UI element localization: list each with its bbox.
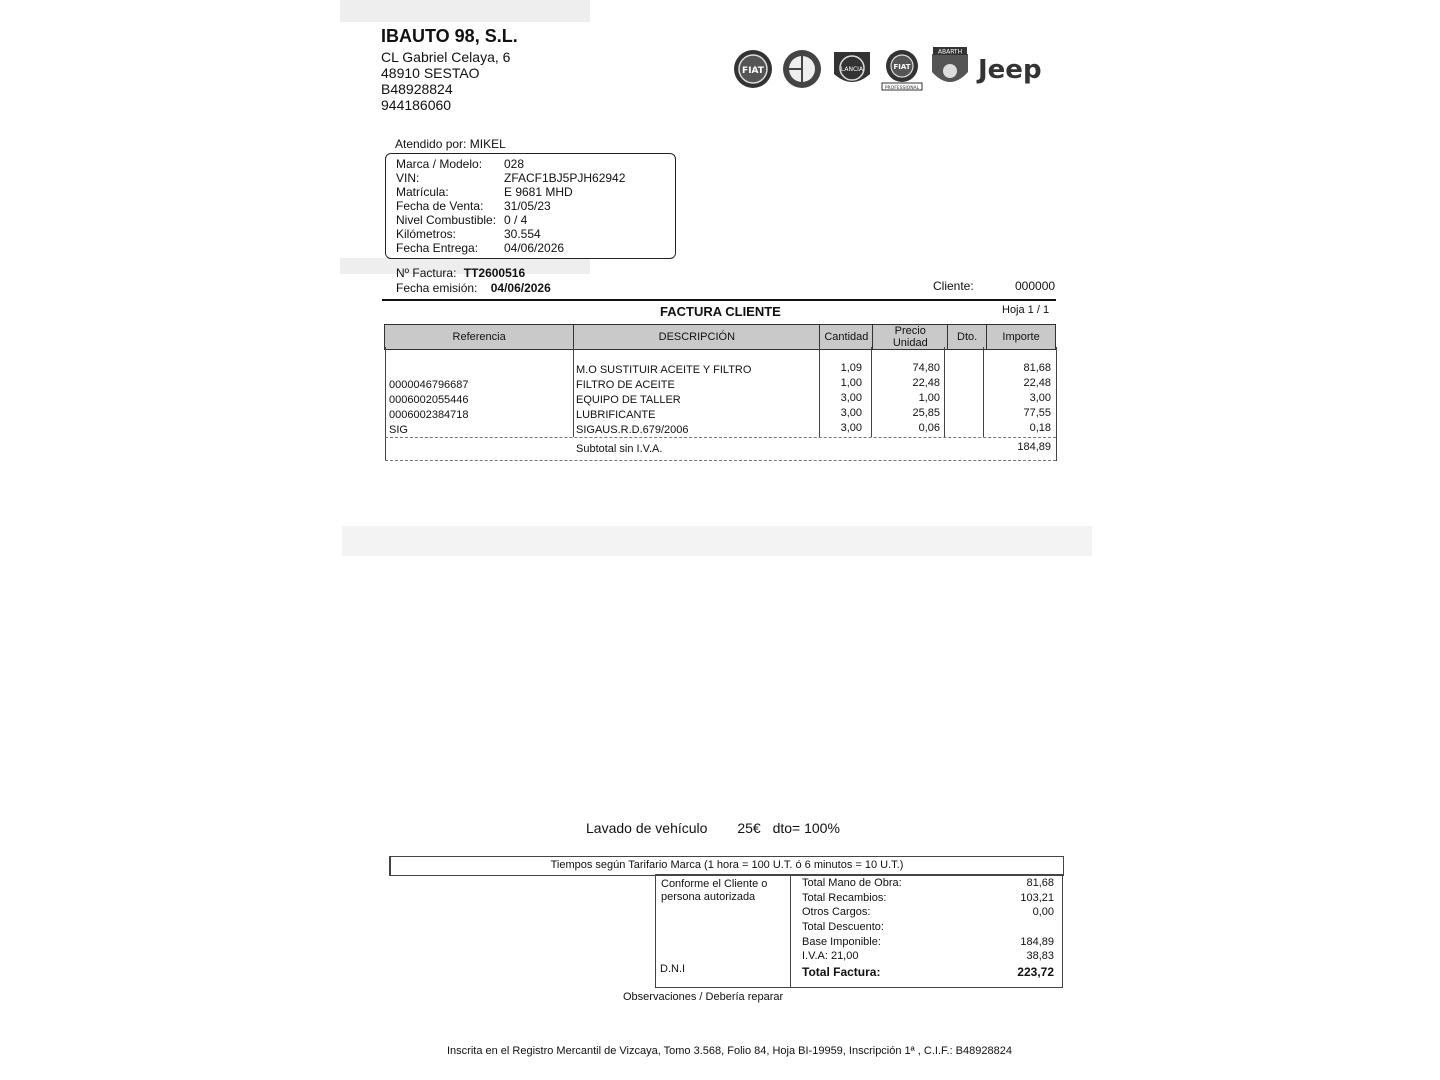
row-quantity: 1,00 (840, 377, 862, 389)
divider (382, 299, 1056, 301)
total-row: I.V.A: 21,00 38,83 (802, 950, 1054, 962)
invoice-title: FACTURA CLIENTE (660, 304, 781, 319)
company-address-line1: CL Gabriel Celaya, 6 (381, 49, 511, 65)
svg-text:LANCIA: LANCIA (840, 66, 864, 73)
col-header-reference: Referencia (385, 325, 574, 350)
invoice-number (396, 266, 525, 280)
row-amount: 0,18 (1029, 422, 1051, 434)
col-header-description: DESCRIPCIÓN (574, 325, 820, 350)
total-invoice-row: Total Factura: 223,72 (802, 965, 1054, 979)
invoice-date-label: Fecha emisión: (396, 281, 478, 295)
table-column-line (944, 347, 945, 437)
invoice-date (396, 281, 551, 295)
tiempos-note: Tiempos según Tarifario Marca (1 hora = 100 U.T. ó 6 minutos = 10 U.T.) (389, 856, 1064, 876)
table-column-line (573, 347, 574, 437)
attended-label: Atendido por: (395, 137, 467, 151)
row-price: 25,85 (912, 407, 940, 419)
vehicle-row: Matrícula: E 9681 MHD (396, 185, 573, 199)
col-header-discount: Dto. (948, 325, 987, 350)
invoice-date-value: 04/06/2026 (490, 281, 551, 295)
page-indicator: Hoja 1 / 1 (1002, 304, 1050, 316)
observations: Observaciones / Debería reparar (623, 991, 784, 1003)
svg-text:FIAT: FIAT (742, 66, 764, 76)
dni-label: D.N.I (660, 963, 686, 975)
svg-text:ABARTH: ABARTH (937, 48, 963, 56)
row-description: FILTRO DE ACEITE (576, 379, 675, 391)
wash-label: Lavado de vehículo (586, 820, 708, 836)
wash-note (586, 820, 840, 836)
row-quantity: 3,00 (840, 392, 862, 404)
vehicle-row: VIN: ZFACF1BJ5PJH62942 (396, 171, 626, 185)
table-bottom-line (385, 460, 1056, 461)
row-amount: 3,00 (1029, 392, 1051, 404)
alfa-romeo-logo (783, 50, 821, 88)
table-border (1056, 347, 1057, 461)
row-description: LUBRIFICANTE (576, 409, 656, 421)
svg-text:FIAT: FIAT (893, 63, 911, 71)
svg-text:PROFESSIONAL: PROFESSIONAL (884, 86, 920, 91)
vehicle-row: Nivel Combustible: 0 / 4 (396, 213, 528, 227)
company-phone: 944186060 (381, 97, 452, 113)
total-row: Otros Cargos: 0,00 (802, 906, 1054, 918)
row-description: M.O SUSTITUIR ACEITE Y FILTRO (576, 364, 752, 376)
company-cif: B48928824 (381, 81, 453, 97)
total-row: Base Imponible: 184,89 (802, 936, 1054, 948)
scan-artifact (342, 526, 1092, 556)
total-row: Total Descuento: (802, 921, 884, 933)
fiat-professional-logo (882, 50, 922, 91)
vehicle-row: Marca / Modelo: 028 (396, 157, 525, 171)
client-label: Cliente: (933, 279, 974, 293)
col-header-quantity: Cantidad (820, 325, 873, 350)
table-row-separator (385, 437, 1056, 438)
attended-value: MIKEL (469, 137, 506, 151)
row-price: 0,06 (918, 422, 940, 434)
row-quantity: 3,00 (840, 422, 862, 434)
row-amount: 81,68 (1023, 362, 1051, 374)
fiat-logo (734, 50, 772, 88)
row-quantity: 3,00 (840, 407, 862, 419)
lancia-logo (834, 52, 870, 82)
totals-divider (790, 875, 791, 987)
row-amount: 77,55 (1023, 407, 1051, 419)
invoice-number-label: Nº Factura: (396, 266, 457, 280)
subtotal-value: 184,89 (1017, 441, 1051, 453)
company-name: IBAUTO 98, S.L. (381, 26, 518, 46)
client-conformity: Conforme el Cliente o persona autorizada (661, 878, 768, 903)
row-price: 74,80 (912, 362, 940, 374)
table-border (385, 347, 386, 461)
totals-box (655, 874, 1063, 988)
row-quantity: 1,09 (840, 362, 862, 374)
attended-by (395, 137, 506, 151)
vehicle-info-box (385, 153, 676, 259)
vehicle-row: Kilómetros: 30.554 (396, 227, 541, 241)
row-ref: 0006002384718 (389, 409, 469, 421)
company-address-line2: 48910 SESTAO (381, 65, 480, 81)
abarth-logo (932, 47, 968, 82)
row-amount: 22,48 (1023, 377, 1051, 389)
row-ref: 0000046796687 (389, 379, 469, 391)
vehicle-row: Fecha Entrega: 04/06/2026 (396, 241, 565, 255)
row-description: SIGAUS.R.D.679/2006 (576, 424, 689, 436)
col-header-unit-price: Precio Unidad (873, 325, 948, 350)
col-header-amount: Importe (987, 325, 1056, 350)
total-row: Total Mano de Obra: 81,68 (802, 877, 1054, 889)
row-price: 1,00 (918, 392, 940, 404)
table-header-row (385, 325, 1056, 350)
vehicle-row: Fecha de Venta: 31/05/23 (396, 199, 551, 213)
client-value: 000000 (1015, 279, 1056, 293)
row-ref: SIG (389, 424, 408, 436)
jeep-logo: Jeep (978, 55, 1042, 85)
items-table (384, 324, 1056, 350)
scan-artifact (340, 0, 590, 22)
row-description: EQUIPO DE TALLER (576, 394, 681, 406)
subtotal-label: Subtotal sin I.V.A. (576, 443, 663, 455)
invoice-number-value: TT2600516 (463, 266, 526, 280)
row-ref: 0006002055446 (389, 394, 469, 406)
brand-logos (732, 44, 1052, 94)
total-row: Total Recambios: 103,21 (802, 892, 1054, 904)
registry-footer: Inscrita en el Registro Mercantil de Vizcaya, Tomo 3.568, Folio 84, Hoja BI-19959, Inscripción 1ª , C.I.F.: B48928824 (447, 1045, 1012, 1057)
row-price: 22,48 (912, 377, 940, 389)
wash-price: 25€ (737, 820, 761, 836)
wash-discount: dto= 100% (772, 820, 840, 836)
